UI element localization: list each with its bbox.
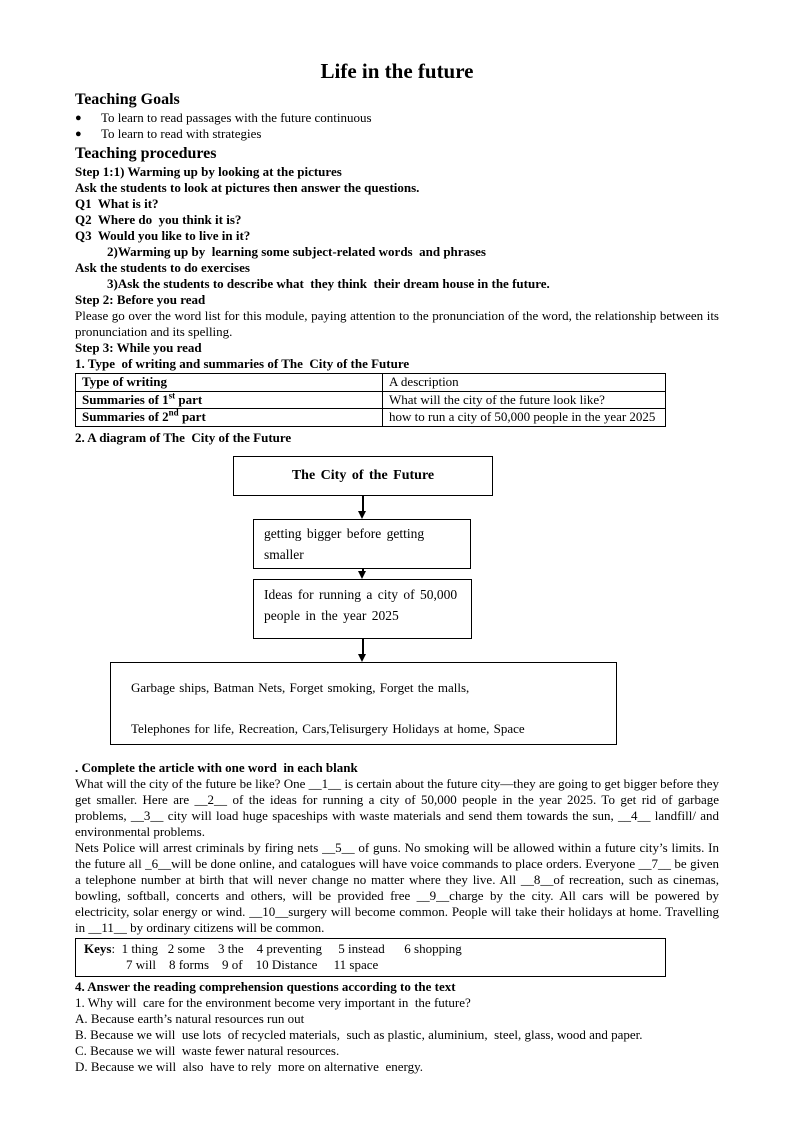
procedure-line-warm2: 2)Warming up by learning some subject-related words and phrases [107,244,486,259]
bullet-icon: ● [75,112,82,124]
flow-line [362,639,364,655]
diagram-box-title: The City of the Future [233,456,493,496]
table-row [76,409,666,427]
procedure-line-ask-do: Ask the students to do exercises [75,260,250,275]
comprehension-option-d: D. Because we will also have to rely more on alternative energy. [75,1058,423,1074]
procedure-line-step1: Step 1:1) Warming up by looking at the pictures [75,164,342,179]
keys-label: Keys [84,940,112,956]
table-cell-label: Summaries of 2nd part [76,409,383,427]
comprehension-option-c: C. Because we will waste fewer natural resources. [75,1042,340,1058]
bullet-icon: ● [75,128,82,140]
teaching-goals-heading: Teaching Goals [75,91,180,108]
table-cell-value: What will the city of the future look like? [383,391,666,409]
comprehension-question: 1. Why will care for the environment become very important in the future? [75,994,471,1010]
down-arrow-icon [358,511,366,519]
comprehension-heading: 4. Answer the reading comprehension questions according to the text [75,978,456,994]
diagram-box-bigger-smaller: getting bigger before getting smaller [253,519,471,569]
article-paragraph-1: What will the city of the future be like? One __1__ is certain about the future city—they are going to get bigger before they get smaller. Here are __2__ of the ideas for running a city of 50,000 people in the year 2025. To get rid of garbage problems, __3__ city will load huge spaceships with waste materials and send them towards the sun, __4__ landfill/ and environmental problems. [75,775,719,839]
keys-line-2: 7 will 8 forms 9 of 10 Distance 11 space [126,956,379,972]
article-paragraph-2: Nets Police will arrest criminals by firing nets __5__ of guns. No smoking will be allowed within a future city’s limits. In the future all _6__will be done online, and catalogues will have voice commands to place orders. Everyone __7__ be given a telephone number at birth that will never change no matter where they live. All __8__of recreation, such as cinemas, bowling, softball, concerts and others, will be provided free __9__charge by the city. All cars will be powered by electricity, solar energy or wind. __10__surgery will become common. People will take their holidays at home. Travelling in __11__ by ordinary citizens will be common. [75,839,719,935]
summary-table [75,373,666,427]
procedure-line-step2: Step 2: Before you read [75,292,206,307]
procedure-line-q2: Q2 Where do you think it is? [75,212,242,227]
table-cell-value: A description [383,374,666,392]
table-cell-label: Summaries of 1st part [76,391,383,409]
goal-text: To learn to read with strategies [101,126,262,141]
diagram-topics-line2: Telephones for life, Recreation, Cars,Telisurgery Holidays at home, Space [131,720,525,736]
comprehension-option-a: A. Because earth’s natural resources run out [75,1010,305,1026]
procedure-line-ask-look: Ask the students to look at pictures then answer the questions. [75,180,420,195]
diagram-box-ideas: Ideas for running a city of 50,000 people in the year 2025 [253,579,472,639]
table-row [76,374,666,392]
keys-line-1: Keys: 1 thing 2 some 3 the 4 preventing 5 instead 6 shopping [84,940,462,956]
city-of-future-diagram [75,456,719,746]
article-heading: . Complete the article with one word in each blank [75,759,358,775]
goal-text: To learn to read passages with the future continuous [101,110,372,125]
procedure-line-q1: Q1 What is it? [75,196,159,211]
procedure-line-warm3: 3)Ask the students to describe what they think their dream house in the future. [107,276,550,291]
table-cell-label: Type of writing [76,374,383,392]
down-arrow-icon [358,571,366,579]
diagram-topics-line1: Garbage ships, Batman Nets, Forget smoking, Forget the malls, [131,679,470,695]
section1-title: 1. Type of writing and summaries of The City of the Future [75,356,410,371]
table-cell-value: how to run a city of 50,000 people in the year 2025 [383,409,666,427]
teaching-procedures-heading: Teaching procedures [75,145,217,162]
procedure-line-step3: Step 3: While you read [75,340,202,355]
procedure-line-q3: Q3 Would you like to live in it? [75,228,251,243]
goal-bullet-item [75,110,719,126]
answer-keys-box [75,938,666,977]
down-arrow-icon [358,654,366,662]
flow-line [362,496,364,512]
diagram-heading: 2. A diagram of The City of the Future [75,429,292,445]
comprehension-option-b: B. Because we will use lots of recycled materials, such as plastic, aluminium, steel, glass, wood and paper. [75,1026,643,1042]
table-row [76,391,666,409]
diagram-box-topics [110,662,617,745]
step2-paragraph: Please go over the word list for this module, paying attention to the pronunciation of the word, the relationship between its pronunciation and its spelling. [75,308,719,339]
page-title: Life in the future [320,59,474,83]
goal-bullet-item [75,126,719,142]
